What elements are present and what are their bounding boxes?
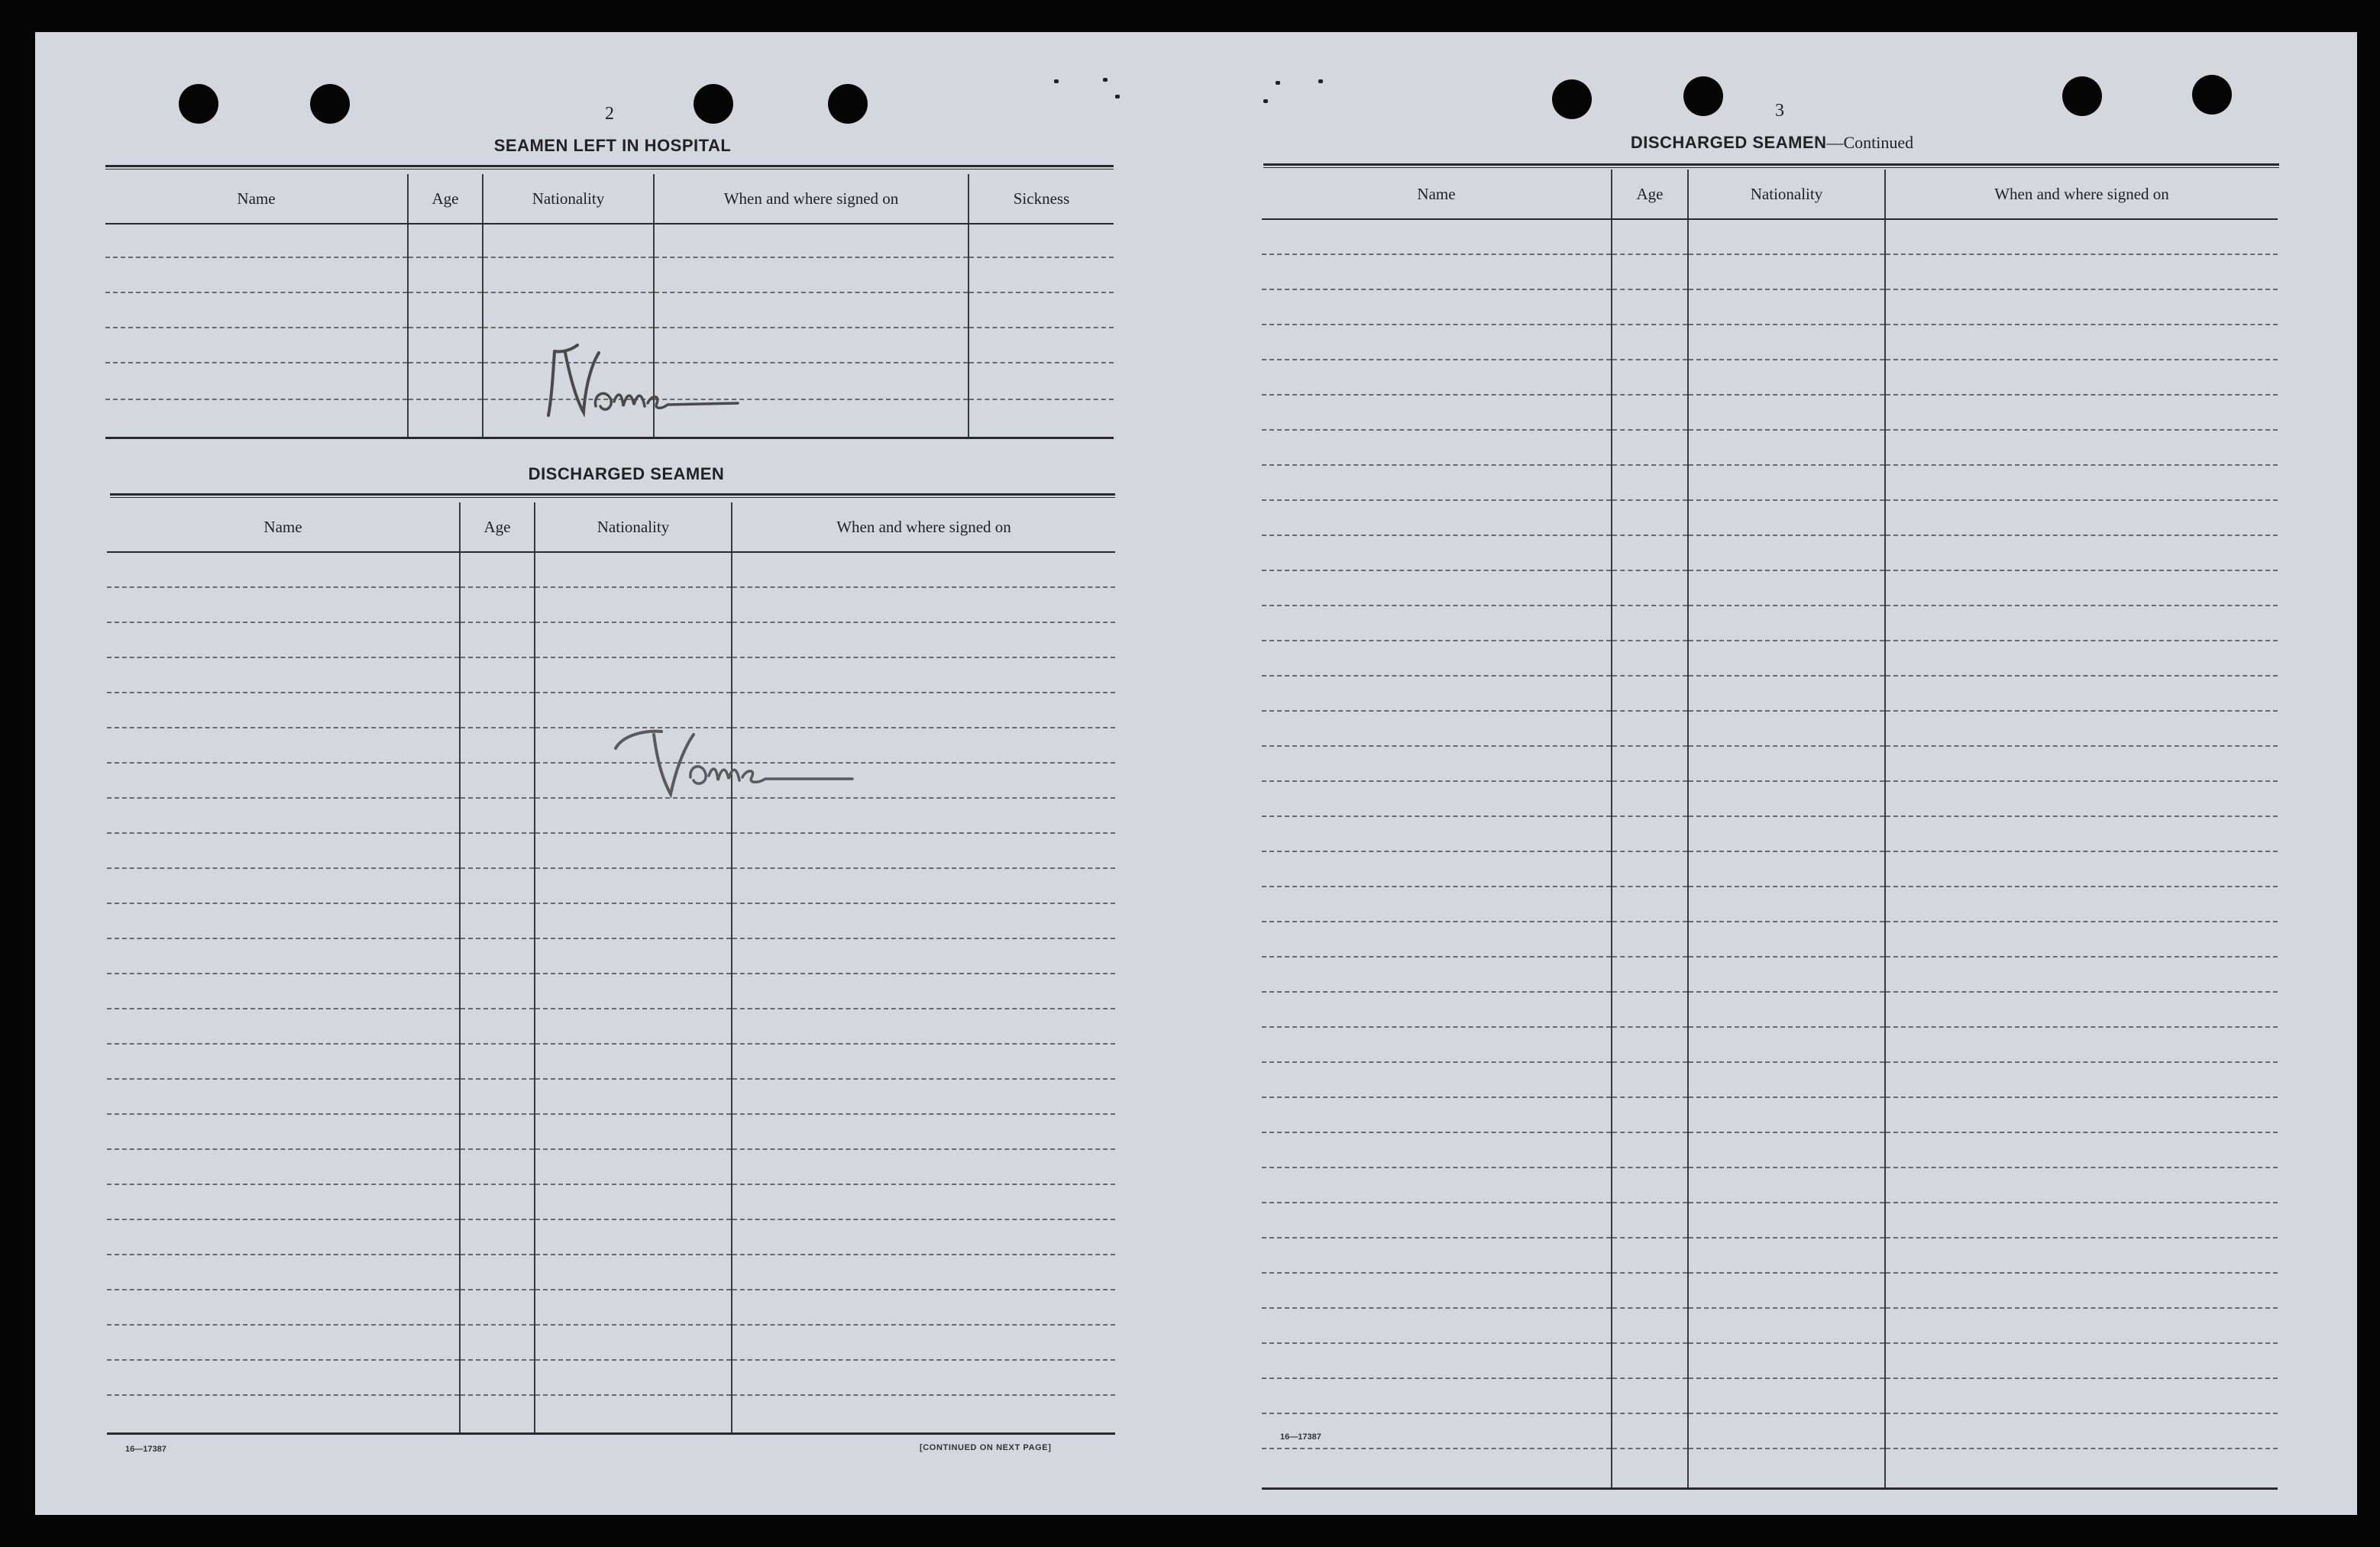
discharged-continued-title-suffix: —Continued: [1826, 133, 1914, 152]
table-row: [105, 399, 1114, 438]
ink-speck: [1115, 95, 1120, 99]
table-row: [107, 728, 1115, 763]
table-row: [107, 1395, 1115, 1433]
punch-hole: [1683, 76, 1723, 116]
column-header-nationality: Nationality: [483, 174, 654, 224]
table-row: [107, 1114, 1115, 1149]
table-row: [105, 328, 1114, 363]
table-row: [1262, 1238, 2278, 1273]
page-number-right: 3: [1775, 101, 1784, 121]
table-row: [1262, 746, 2278, 781]
table-row: [1262, 1168, 2278, 1203]
table-row: [1262, 1378, 2278, 1413]
table-row: [107, 552, 1115, 587]
table-row: [107, 1325, 1115, 1360]
table-row: [1262, 922, 2278, 957]
table-row: [1262, 535, 2278, 570]
table-row: [1262, 992, 2278, 1027]
table-row: [1262, 816, 2278, 851]
hospital-section-title: SEAMEN LEFT IN HOSPITAL: [493, 136, 732, 155]
table-row: [107, 1360, 1115, 1395]
table-row: [1262, 325, 2278, 360]
discharged-continued-title: [1631, 133, 1913, 153]
table-row: [107, 868, 1115, 903]
hospital-top-rule: [105, 165, 1114, 170]
ink-speck: [1318, 79, 1323, 83]
table-row: [1262, 1027, 2278, 1062]
table-row: [1262, 254, 2278, 289]
table-row: [105, 224, 1114, 257]
table-row: [107, 587, 1115, 622]
table-row: [1262, 1448, 2278, 1488]
table-row: [1262, 395, 2278, 430]
punch-hole: [179, 84, 218, 124]
table-row: [107, 938, 1115, 974]
column-header-signed-on: When and where signed on: [732, 502, 1115, 552]
table-row: [107, 657, 1115, 693]
form-number-left: 16—17387: [125, 1445, 167, 1454]
continued-note: [CONTINUED ON NEXT PAGE]: [920, 1443, 1052, 1452]
table-row: [1262, 711, 2278, 746]
ink-speck: [1054, 79, 1059, 83]
table-row: [107, 1149, 1115, 1184]
table-row: [107, 622, 1115, 657]
column-header-signed-on: When and where signed on: [654, 174, 968, 224]
table-row: [1262, 1308, 2278, 1343]
page-number-left: 2: [605, 104, 614, 124]
table-row: [1262, 1343, 2278, 1378]
table-row: [107, 1184, 1115, 1219]
table-row: [1262, 1132, 2278, 1168]
table-row: [1262, 1413, 2278, 1448]
table-row: [105, 363, 1114, 399]
column-header-age: Age: [1612, 170, 1688, 219]
table-row: [1262, 289, 2278, 325]
table-row: [107, 798, 1115, 833]
punch-hole: [2192, 75, 2232, 115]
column-header-name: Name: [105, 174, 408, 224]
discharged-top-rule: [110, 493, 1115, 498]
table-row: [1262, 465, 2278, 500]
column-header-signed-on: When and where signed on: [1885, 170, 2278, 219]
discharged-continued-title-main: DISCHARGED SEAMEN: [1630, 133, 1827, 152]
table-row: [107, 903, 1115, 938]
discharged-table: [107, 502, 1115, 1435]
table-row: [1262, 1062, 2278, 1097]
table-row: [1262, 500, 2278, 535]
table-row: [107, 833, 1115, 868]
column-header-nationality: Nationality: [535, 502, 732, 552]
table-row: [1262, 219, 2278, 254]
table-row: [1262, 360, 2278, 395]
table-row: [1262, 641, 2278, 676]
punch-hole: [310, 84, 350, 124]
ledger-sheet: [35, 32, 2357, 1515]
table-row: [105, 292, 1114, 328]
table-row: [1262, 1097, 2278, 1132]
hospital-table: [105, 174, 1114, 439]
column-header-nationality: Nationality: [1688, 170, 1885, 219]
punch-hole: [828, 84, 868, 124]
table-row: [1262, 570, 2278, 606]
form-number-right: 16—17387: [1280, 1432, 1321, 1442]
column-header-age: Age: [408, 174, 483, 224]
table-row: [105, 257, 1114, 292]
column-header-name: Name: [107, 502, 460, 552]
table-row: [107, 1219, 1115, 1255]
table-row: [1262, 887, 2278, 922]
table-row: [107, 1290, 1115, 1325]
punch-hole: [1552, 79, 1592, 119]
table-row: [1262, 851, 2278, 887]
table-row: [1262, 606, 2278, 641]
table-row: [107, 1044, 1115, 1079]
table-row: [1262, 1203, 2278, 1238]
ink-speck: [1263, 99, 1268, 103]
ink-speck: [1103, 78, 1108, 82]
punch-hole: [694, 84, 733, 124]
table-row: [107, 693, 1115, 728]
column-header-name: Name: [1262, 170, 1612, 219]
table-row: [1262, 676, 2278, 711]
column-header-sickness: Sickness: [968, 174, 1114, 224]
table-row: [107, 763, 1115, 798]
table-row: [107, 974, 1115, 1009]
table-row: [107, 1255, 1115, 1290]
table-row: [1262, 430, 2278, 465]
table-row: [107, 1079, 1115, 1114]
column-header-age: Age: [460, 502, 535, 552]
table-row: [1262, 957, 2278, 992]
table-row: [1262, 781, 2278, 816]
discharged-continued-table: [1262, 170, 2278, 1490]
punch-hole: [2062, 76, 2102, 116]
discharged-section-title: DISCHARGED SEAMEN: [528, 464, 725, 483]
table-row: [107, 1009, 1115, 1044]
discharged-continued-top-rule: [1263, 163, 2279, 168]
table-row: [1262, 1273, 2278, 1308]
ink-speck: [1276, 81, 1280, 85]
